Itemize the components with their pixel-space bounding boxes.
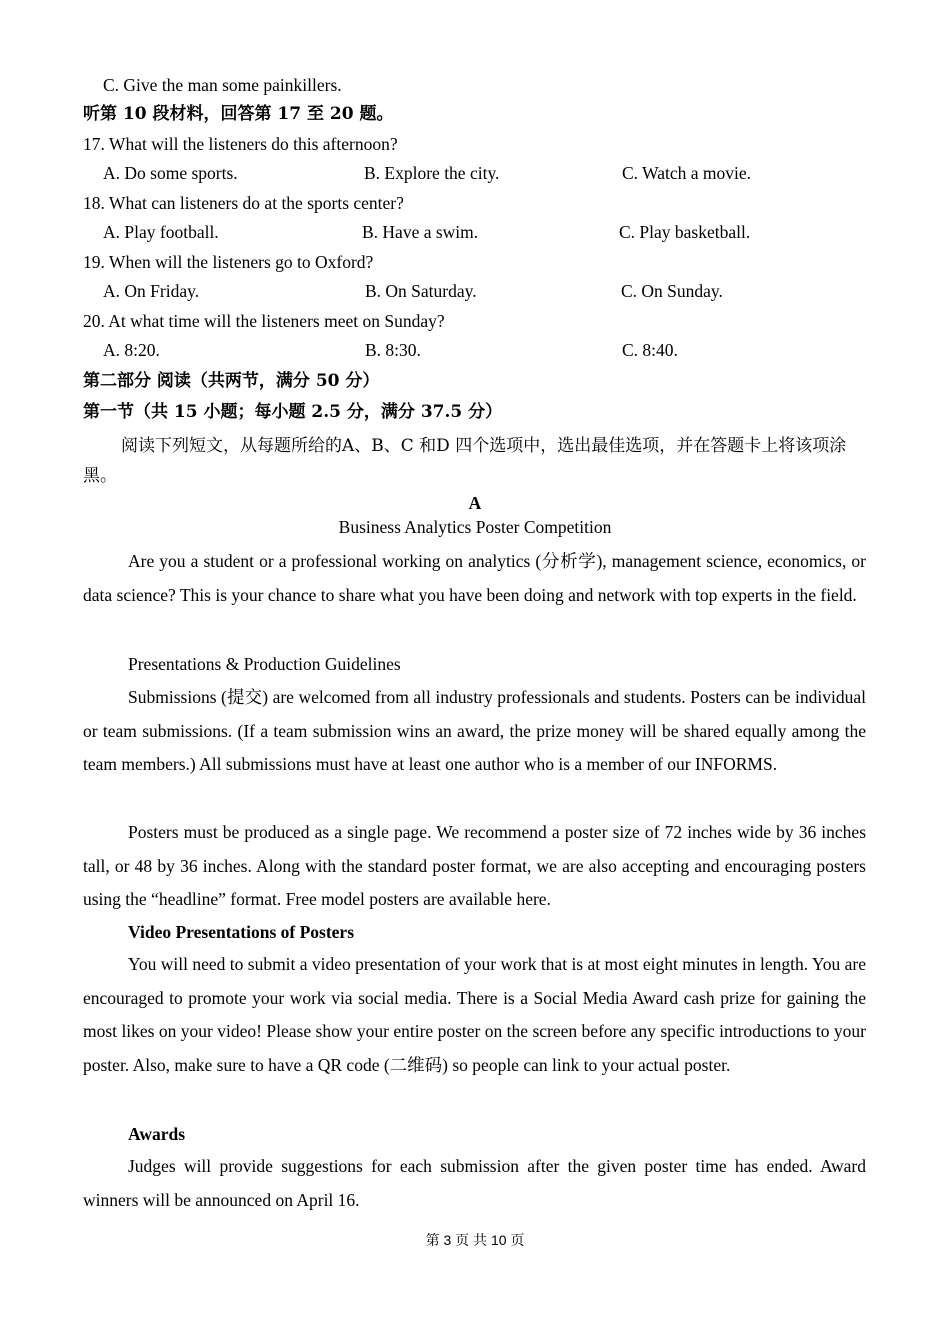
page-number: 第 3 页 共 10 页 [425, 1232, 525, 1248]
option-c: C. Play basketball. [619, 222, 751, 242]
subheading: Video Presentations of Posters [128, 922, 355, 942]
option-a: A. On Friday. [103, 281, 200, 301]
option-c: C. 8:40. [622, 340, 678, 360]
option-c: C. On Sunday. [621, 281, 723, 301]
paragraph: You will need to submit a video presentation of your work that is at most eight minutes in length. You are encouraged to promote your work via social media. There is a Social Media Award cash prize for gaining the most likes on your video! Please show your entire poster on the screen before any specific introductions to your poster. Also, make sure to have a QR code (二维码) so people can link to your actual poster. [83, 954, 867, 1075]
option-16c: C. Give the man some painkillers. [103, 75, 342, 95]
option-c: C. Watch a movie. [622, 163, 752, 183]
passage-letter: A [468, 493, 482, 513]
question-text: 20. At what time will the listeners meet on Sunday? [83, 311, 445, 331]
option-a: A. Do some sports. [103, 163, 238, 183]
section-heading: 听第 10 段材料，回答第 17 至 20 题。 [83, 104, 394, 124]
subheading: Awards [128, 1124, 186, 1144]
part-heading: 第二部分 阅读（共两节，满分 50 分） [83, 371, 380, 391]
option-b: B. 8:30. [365, 340, 421, 360]
option-b: B. On Saturday. [365, 281, 477, 301]
option-a: A. 8:20. [103, 340, 160, 360]
subheading: Presentations & Production Guidelines [128, 654, 401, 674]
paragraph: Are you a student or a professional working on analytics (分析学), management science, economics, or data science? This is your chance to share what you have been doing and network with top experts in the field. [83, 551, 866, 605]
passage-title: Business Analytics Poster Competition [338, 517, 612, 537]
option-b: B. Have a swim. [362, 222, 479, 242]
question-text: 17. What will the listeners do this afternoon? [83, 134, 398, 154]
paragraph: Submissions (提交) are welcomed from all industry professionals and students. Posters can be individual or team submissions. (If a team submission wins an award, the prize money will be shared equally among the team members.) All submissions must have at least one author who is a member of our INFORMS. [83, 687, 866, 774]
instructions: 阅读下列短文，从每题所给的A、B、C 和D 四个选项中，选出最佳选项，并在答题卡上将该项涂黑。 [83, 436, 847, 486]
option-a: A. Play football. [103, 222, 219, 242]
paragraph: Posters must be produced as a single page. We recommend a poster size of 72 inches wide by 36 inches tall, or 48 by 36 inches. Along with the standard poster format, we are also accepting and encouraging posters using the “headline” format. Free model posters are available here. [83, 822, 866, 909]
section-heading-reading: 第一节（共 15 小题；每小题 2.5 分，满分 37.5 分） [83, 402, 503, 422]
option-b: B. Explore the city. [364, 163, 500, 183]
question-text: 18. What can listeners do at the sports center? [83, 193, 404, 213]
question-text: 19. When will the listeners go to Oxford? [83, 252, 374, 272]
paragraph: Judges will provide suggestions for each submission after the given poster time has ended. Award winners will be announced on April 16. [83, 1156, 866, 1210]
